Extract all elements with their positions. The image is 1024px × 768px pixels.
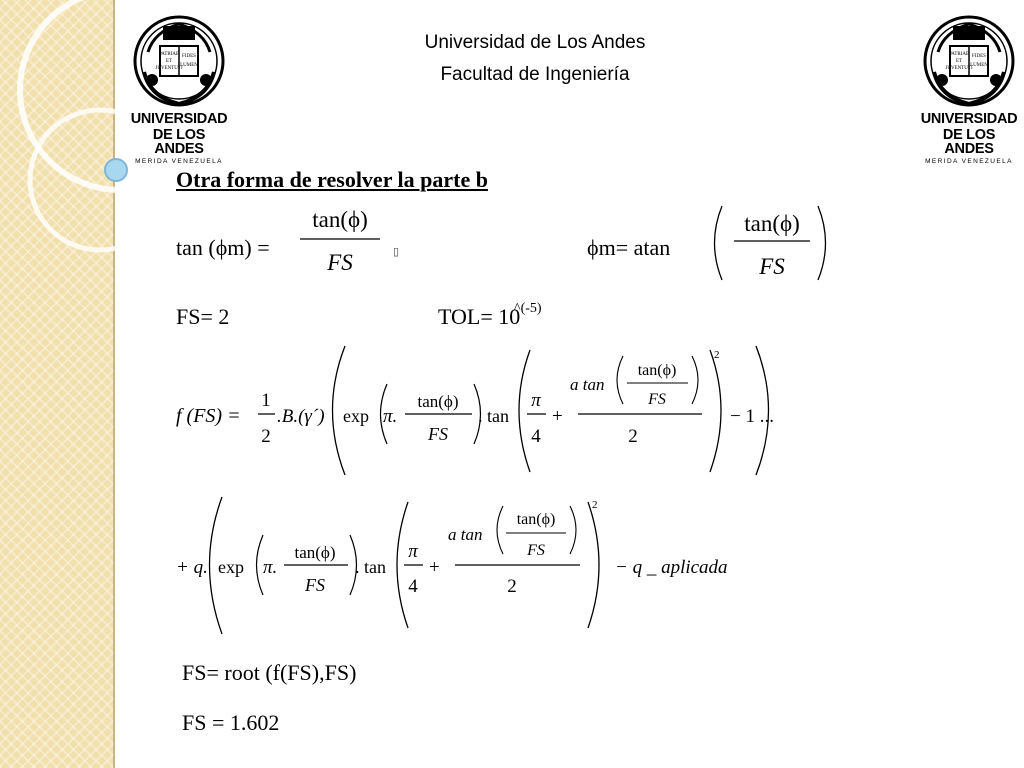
pi-dot: π. bbox=[383, 406, 398, 427]
four-denominator: 4 bbox=[531, 426, 541, 447]
slide-title: Otra forma de resolver la parte b bbox=[176, 167, 488, 192]
tolerance-exponent: ^(-5) bbox=[514, 301, 542, 316]
svg-text:FIDES: FIDES bbox=[182, 54, 196, 59]
phim-atan-label: ϕm= atan bbox=[587, 235, 671, 260]
fraction-denominator: FS bbox=[305, 575, 325, 595]
plus-sign: + bbox=[429, 557, 440, 578]
fraction-denominator: FS bbox=[428, 424, 448, 444]
svg-text:FIDES: FIDES bbox=[972, 54, 986, 59]
dot-tan: . tan bbox=[355, 557, 386, 577]
svg-text:ET: ET bbox=[165, 59, 173, 64]
tan-phim-label: tan (ϕm) = bbox=[176, 235, 270, 260]
fraction-numerator: tan(ϕ) bbox=[294, 543, 336, 562]
fs-assignment: FS= 2 bbox=[176, 304, 230, 329]
fraction-numerator: tan(ϕ) bbox=[312, 207, 368, 232]
b-gamma: .B.(γ´) bbox=[277, 406, 325, 427]
fraction-numerator: tan(ϕ) bbox=[417, 392, 459, 411]
result-line: FS = 1.602 bbox=[182, 710, 280, 735]
f-of-fs-lhs: f (FS) = bbox=[176, 405, 241, 427]
fraction-numerator: tan(ϕ) bbox=[637, 362, 677, 379]
fraction-numerator: tan(ϕ) bbox=[744, 211, 800, 236]
four-denominator: 4 bbox=[408, 576, 418, 597]
svg-text:LUMEN: LUMEN bbox=[970, 63, 988, 68]
svg-text:ET: ET bbox=[955, 59, 963, 64]
a-tan: a tan bbox=[448, 525, 483, 544]
plus-q: + q. bbox=[176, 557, 208, 578]
phim-fraction bbox=[300, 207, 380, 275]
pi-numerator: π bbox=[408, 541, 418, 562]
equation-part-1 bbox=[176, 346, 774, 475]
header-faculty: Facultad de Ingeniería bbox=[440, 64, 630, 85]
svg-text:JUVENTUTI: JUVENTUTI bbox=[155, 66, 183, 71]
header-university: Universidad de Los Andes bbox=[424, 32, 646, 53]
pi-numerator: π bbox=[531, 390, 541, 411]
logo-name-line1: UNIVERSIDAD bbox=[920, 111, 1018, 127]
logo-name-line2: DE LOS ANDES bbox=[152, 127, 206, 157]
exp-label: exp bbox=[218, 557, 244, 577]
logo-city: MERIDA VENEZUELA bbox=[135, 158, 223, 165]
square-exponent: 2 bbox=[714, 349, 720, 361]
equation-part-2 bbox=[176, 497, 728, 634]
placeholder-glyph: ▯ bbox=[393, 246, 400, 258]
fraction-denominator: FS bbox=[759, 254, 785, 279]
two-denominator: 2 bbox=[628, 426, 638, 447]
pi-dot: π. bbox=[263, 557, 278, 578]
tolerance-label: TOL= 10 bbox=[438, 304, 521, 329]
two-denominator: 2 bbox=[507, 576, 517, 597]
root-line: FS= root (f(FS),FS) bbox=[182, 660, 357, 685]
logo-city: MERIDA VENEZUELA bbox=[925, 158, 1013, 165]
fraction-denominator: FS bbox=[527, 542, 545, 559]
svg-text:LUMEN: LUMEN bbox=[180, 63, 198, 68]
dot-tan: . tan bbox=[478, 406, 509, 426]
svg-text:JUVENTUTI: JUVENTUTI bbox=[945, 66, 973, 71]
minus-q-aplicada: − q _ aplicada bbox=[615, 557, 728, 578]
fraction-denominator: FS bbox=[648, 391, 666, 408]
square-exponent: 2 bbox=[592, 499, 598, 511]
a-tan: a tan bbox=[570, 375, 605, 394]
svg-text:PATRIAE: PATRIAE bbox=[158, 52, 180, 57]
fraction-denominator: FS bbox=[327, 250, 353, 275]
minus-one: − 1 ... bbox=[730, 406, 774, 427]
half-numerator: 1 bbox=[261, 390, 271, 411]
exp-label: exp bbox=[343, 406, 369, 426]
atan-fraction bbox=[715, 206, 826, 280]
svg-text:PATRIAE: PATRIAE bbox=[948, 52, 970, 57]
plus-sign: + bbox=[552, 406, 563, 427]
fraction-numerator: tan(ϕ) bbox=[516, 511, 556, 528]
half-denominator: 2 bbox=[261, 426, 271, 447]
logo-name-line1: UNIVERSIDAD bbox=[130, 111, 228, 127]
logo-name-line2: DE LOS ANDES bbox=[942, 127, 996, 157]
